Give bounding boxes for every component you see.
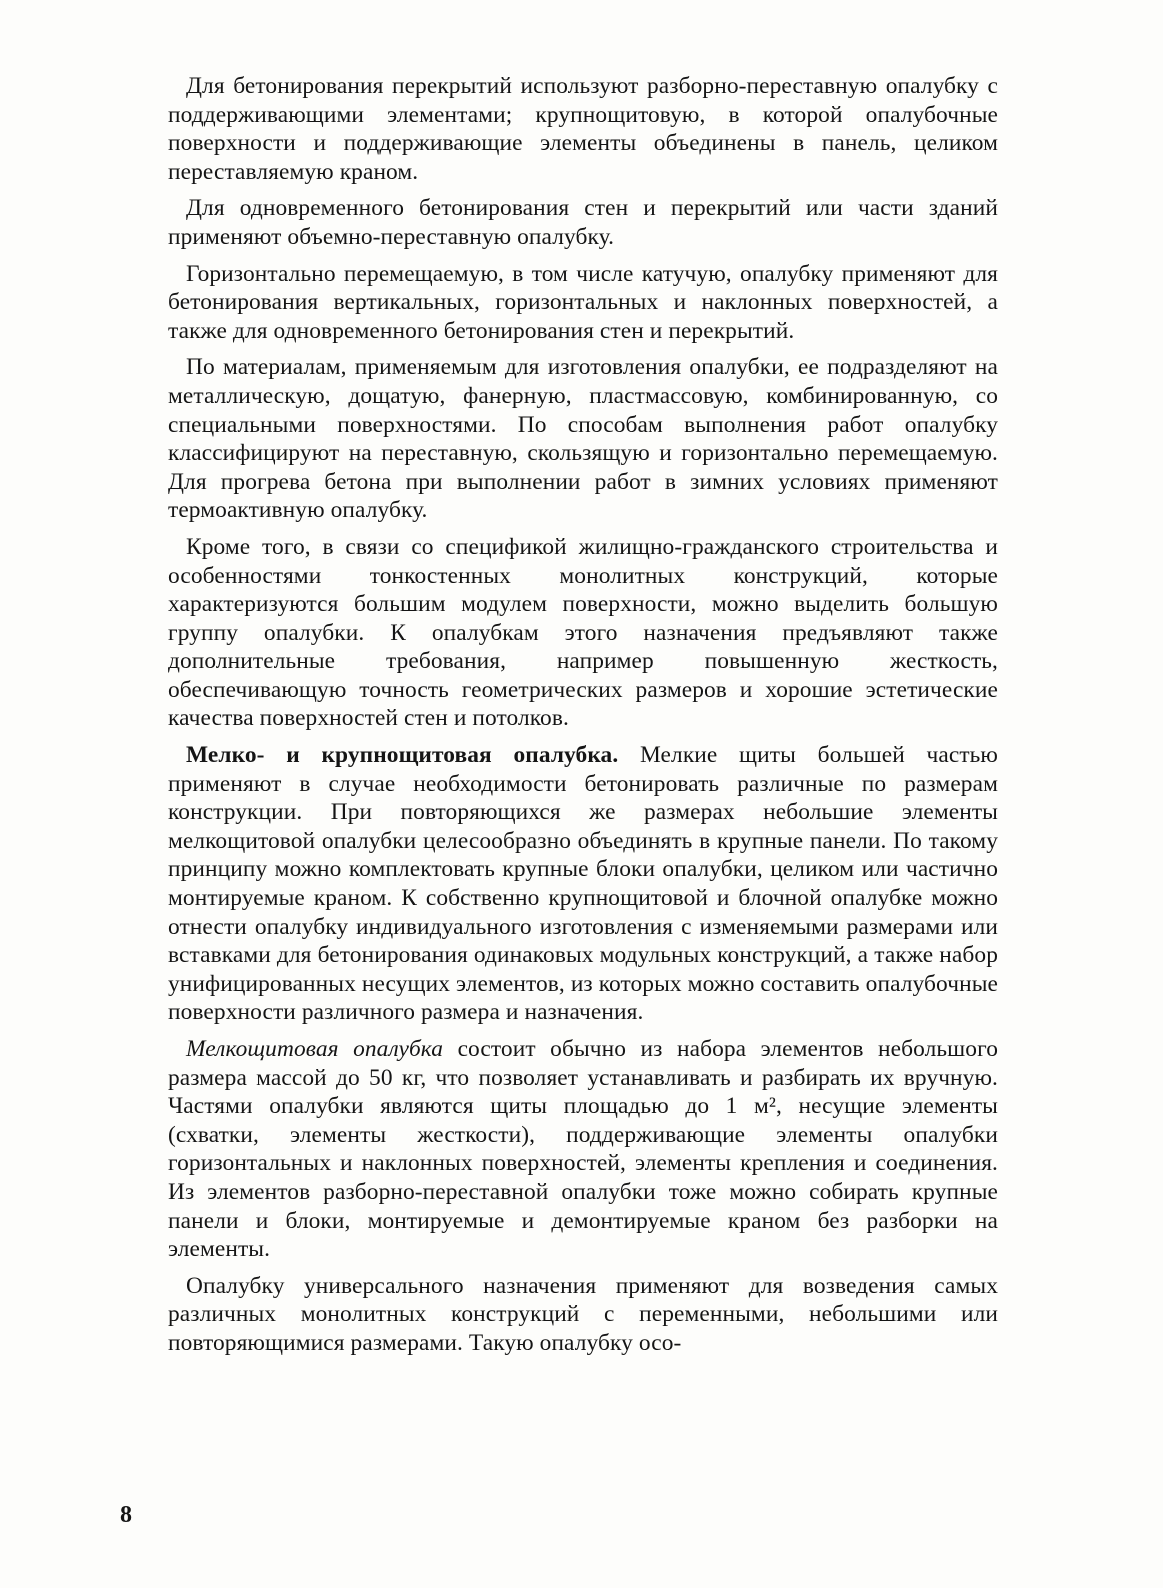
paragraph-7-text: состоит обычно из набора элементов небольшого размера массой до 50 кг, что позволяет устанавливать и разбирать их вручную. Частями опалубки являются щиты площадью до 1 м², несущие элементы (схватки, элементы жесткости), поддерживающие элементы опалубки горизонтальных и наклонных поверхностей, элементы крепления и соединения. Из элементов разборно-переставной опалубки тоже можно собирать крупные панели и блоки, монтируемые и демонтируемые краном без разборки на элементы. bbox=[168, 1036, 998, 1263]
paragraph-5 bbox=[168, 533, 998, 733]
body-text bbox=[168, 72, 998, 1366]
paragraph-2-text: Для одновременного бетонирования стен и перекрытий или части зданий применяют объемно-переставную опалубку. bbox=[168, 195, 998, 250]
paragraph-8 bbox=[168, 1272, 998, 1358]
paragraph-7 bbox=[168, 1035, 998, 1264]
paragraph-6-text: Мелкие щиты большей частью применяют в случае необходимости бетонировать различные по размерам конструкции. При повторяющихся же размерах небольшие элементы мелкощитовой опалубки целесообразно объединять в крупные панели. По такому принципу можно комплектовать крупные блоки опалубки, целиком или частично монтируемые краном. К собственно крупнощитовой и блочной опалубке можно отнести опалубку индивидуального изготовления с изменяемыми размерами или вставками для бетонирования одинаковых модульных конструкций, а также набор унифицированных несущих элементов, из которых можно составить опалубочные поверхности различного размера и назначения. bbox=[168, 742, 998, 1026]
paragraph-5-text: Кроме того, в связи со спецификой жилищно-гражданского строительства и особенностями тонкостенных монолитных конструкций, которые характеризуются большим модулем поверхности, можно выделить большую группу опалубки. К опалубкам этого назначения предъявляют также дополнительные требования, например повышенную жесткость, обеспечивающую точность геометрических размеров и хорошие эстетические качества поверхностей стен и потолков. bbox=[168, 533, 998, 732]
page-number: 8 bbox=[120, 1502, 132, 1528]
term-small-panel-formwork: Мелкощитовая опалубка bbox=[186, 1036, 444, 1062]
paragraph-3 bbox=[168, 260, 998, 346]
paragraph-3-text: Горизонтально перемещаемую, в том числе катучую, опалубку применяют для бетонирования вертикальных, горизонтальных и наклонных поверхностей, а также для одновременного бетонирования стен и перекрытий. bbox=[168, 260, 998, 344]
section-heading-panel-formwork: Мелко- и крупнощитовая опалубка. bbox=[186, 742, 619, 769]
paragraph-1 bbox=[168, 72, 998, 186]
paragraph-6 bbox=[168, 741, 998, 1027]
paragraph-4 bbox=[168, 353, 998, 525]
paragraph-1-text: Для бетонирования перекрытий используют разборно-переставную опалубку с поддерживающими элементами; крупнощитовую, в которой опалубочные поверхности и поддерживающие элементы объединены в панель, целиком переставляемую краном. bbox=[168, 73, 998, 185]
paragraph-4-text: По материалам, применяемым для изготовления опалубки, ее подразделяют на металлическую, дощатую, фанерную, пластмассовую, комбинированную, со специальными поверхностями. По способам выполнения работ опалубку классифицируют на переставную, скользящую и горизонтально перемещаемую. Для прогрева бетона при выполнении работ в зимних условиях применяют термоактивную опалубку. bbox=[168, 354, 998, 524]
paragraph-2 bbox=[168, 194, 998, 251]
paragraph-8-text: Опалубку универсального назначения применяют для возведения самых различных монолитных конструкций с переменными, небольшими или повторяющимися размерами. Такую опалубку осо- bbox=[168, 1272, 998, 1356]
